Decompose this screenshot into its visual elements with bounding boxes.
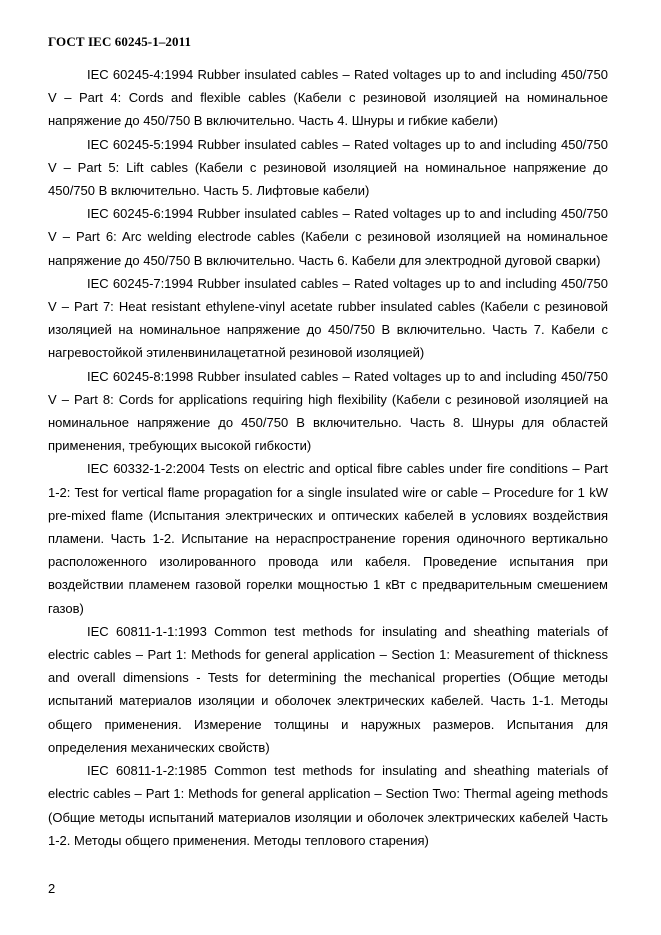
reference-iec-60245-6: IEC 60245-6:1994 Rubber insulated cables – Rated voltages up to and including 450/750 V – Part 6: Arc welding electrode cables (Кабели с резиновой изоляцией на номинальное напряжение до 450/750 В включительно. Часть 6. Кабели для электродной дуговой сварки) xyxy=(48,206,608,268)
reference-iec-60245-8: IEC 60245-8:1998 Rubber insulated cables – Rated voltages up to and including 450/750 V – Part 8: Cords for applications requiring high flexibility (Кабели с резиновой изоляцией на номинальное напряжение до 450/750 В включительно. Часть 8. Шнуры для областей применения, требующих высокой гибкости) xyxy=(48,368,608,454)
reference-iec-60245-5: IEC 60245-5:1994 Rubber insulated cables – Rated voltages up to and including 450/750 V – Part 5: Lift cables (Кабели с резиновой изоляцией на номинальное напряжение до 450/750 В включительно. Часть 5. Лифтовые кабели) xyxy=(48,136,608,199)
reference-iec-60811-1-1: IEC 60811-1-1:1993 Common test methods for insulating and sheathing materials of electric cables – Part 1: Methods for general application – Section 1: Measurement of thickness and overall dimensions - Tests for determining the mechanical properties (Общие методы испытаний материалов изоляции и оболочек электрических кабелей. Часть 1-1. Методы общего применения. Измерение толщины и наружных размеров. Испытания для определения механических свойств) xyxy=(48,623,608,755)
document-header: ГОСТ IEC 60245-1–2011 xyxy=(48,34,192,49)
page-number: 2 xyxy=(48,881,56,896)
reference-iec-60811-1-2: IEC 60811-1-2:1985 Common test methods for insulating and sheathing materials of electric cables – Part 1: Methods for general application – Section Two: Thermal ageing methods (Общие методы испытаний материалов изоляции и оболочек электрических кабелей Часть 1-2. Методы общего применения. Методы теплового старения) xyxy=(48,763,608,848)
references-list xyxy=(48,63,608,852)
reference-iec-60332-1-2: IEC 60332-1-2:2004 Tests on electric and optical fibre cables under fire conditions – Part 1-2: Test for vertical flame propagation for a single insulated wire or cable – Procedure for 1 kW pre-mixed flame (Испытания электрических и оптических кабелей в условиях воздействия пламени. Часть 1-2. Испытание на нераспространение горения одиночного вертикально расположенного изолированного провода или кабеля. Проведение испытания при воздействии пламенем газовой горелки мощностью 1 кВт с предварительным смешением газов) xyxy=(48,461,608,616)
reference-iec-60245-4: IEC 60245-4:1994 Rubber insulated cables – Rated voltages up to and including 450/750 V – Part 4: Cords and flexible cables (Кабели с резиновой изоляцией на номинальное напряжение до 450/750 В включительно. Часть 4. Шнуры и гибкие кабели) xyxy=(48,67,608,129)
reference-iec-60245-7: IEC 60245-7:1994 Rubber insulated cables – Rated voltages up to and including 450/750 V – Part 7: Heat resistant ethylene-vinyl acetate rubber insulated cables (Кабели с резиновой изоляцией на номинальное напряжение до 450/750 В включительно. Часть 7. Кабели с нагревостойкой этиленвинилацетатной резиновой изоляцией) xyxy=(48,275,608,361)
